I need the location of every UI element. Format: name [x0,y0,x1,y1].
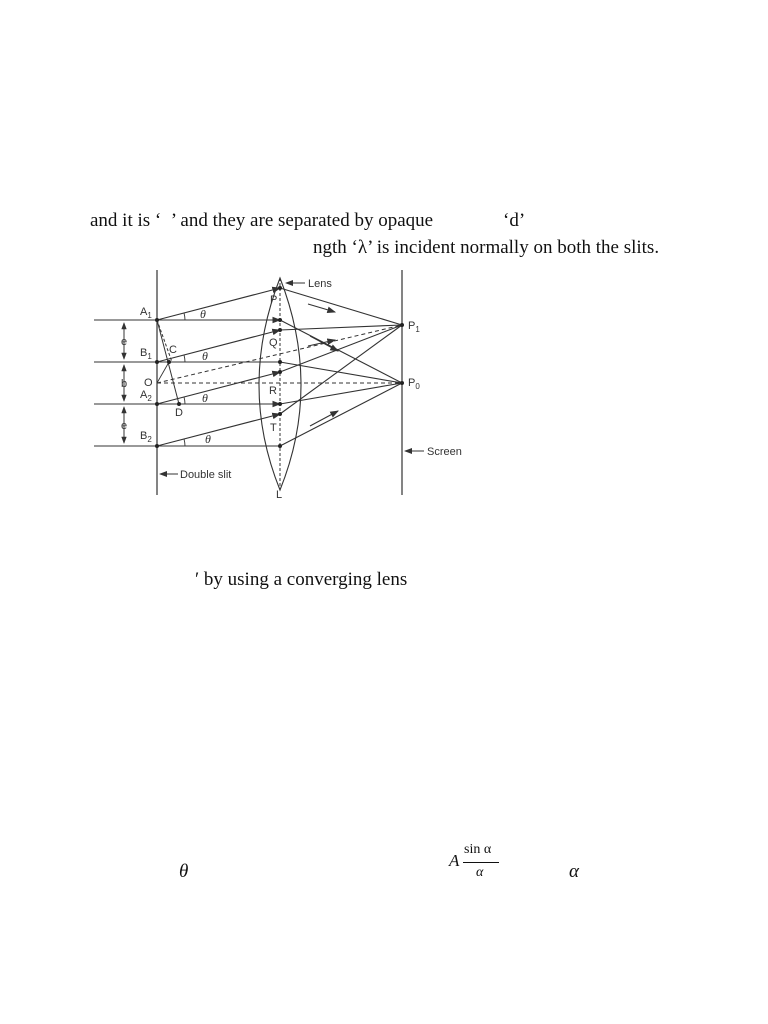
label-B1: $B_1$ [140,347,152,361]
label-A2: $A_2$ [140,389,152,403]
amplitude-denominator: α [476,865,484,880]
label-O: O [144,377,153,389]
paragraph-line-1a: and it is ‘ ’ and they are separated by opaque [90,210,434,231]
label-R: R [269,385,277,397]
label-P1: $P_1$ [408,320,420,334]
theta-label: θ [202,391,208,405]
amplitude-expression [449,842,509,886]
double-slit-figure [90,268,480,503]
paragraph-line-2: ngth ‘λ’ is incident normally on both the slits. [313,237,660,258]
label-A1: $A_1$ [140,306,152,320]
label-B2: $B_2$ [140,430,152,444]
double-slit-label: Double slit [180,469,232,481]
label-Q: Q [269,337,278,349]
theta-label: θ [202,349,208,363]
screen-label: Screen [427,446,462,458]
paragraph-line-1b: ‘d’ [503,210,526,231]
dim-b: b [121,378,128,390]
paragraph-line-3: ′ by using a converging lens [195,569,408,590]
label-C: C [169,344,177,356]
label-P0: $P_0$ [408,377,420,391]
amplitude-A: A [449,851,460,870]
theta-label: θ [205,432,211,446]
theta-symbol: θ [179,861,189,882]
amplitude-numerator: sin α [464,842,492,857]
fraction-bar [463,862,499,863]
alpha-symbol: α [569,861,579,882]
label-T: T [270,422,277,434]
theta-label: θ [200,307,206,321]
lens-label: Lens [308,278,332,290]
dim-e-top: e [121,336,128,348]
dim-e-bottom: e [121,420,128,432]
label-P: P [270,294,278,306]
label-D: D [175,407,183,419]
label-L: L [276,489,283,501]
